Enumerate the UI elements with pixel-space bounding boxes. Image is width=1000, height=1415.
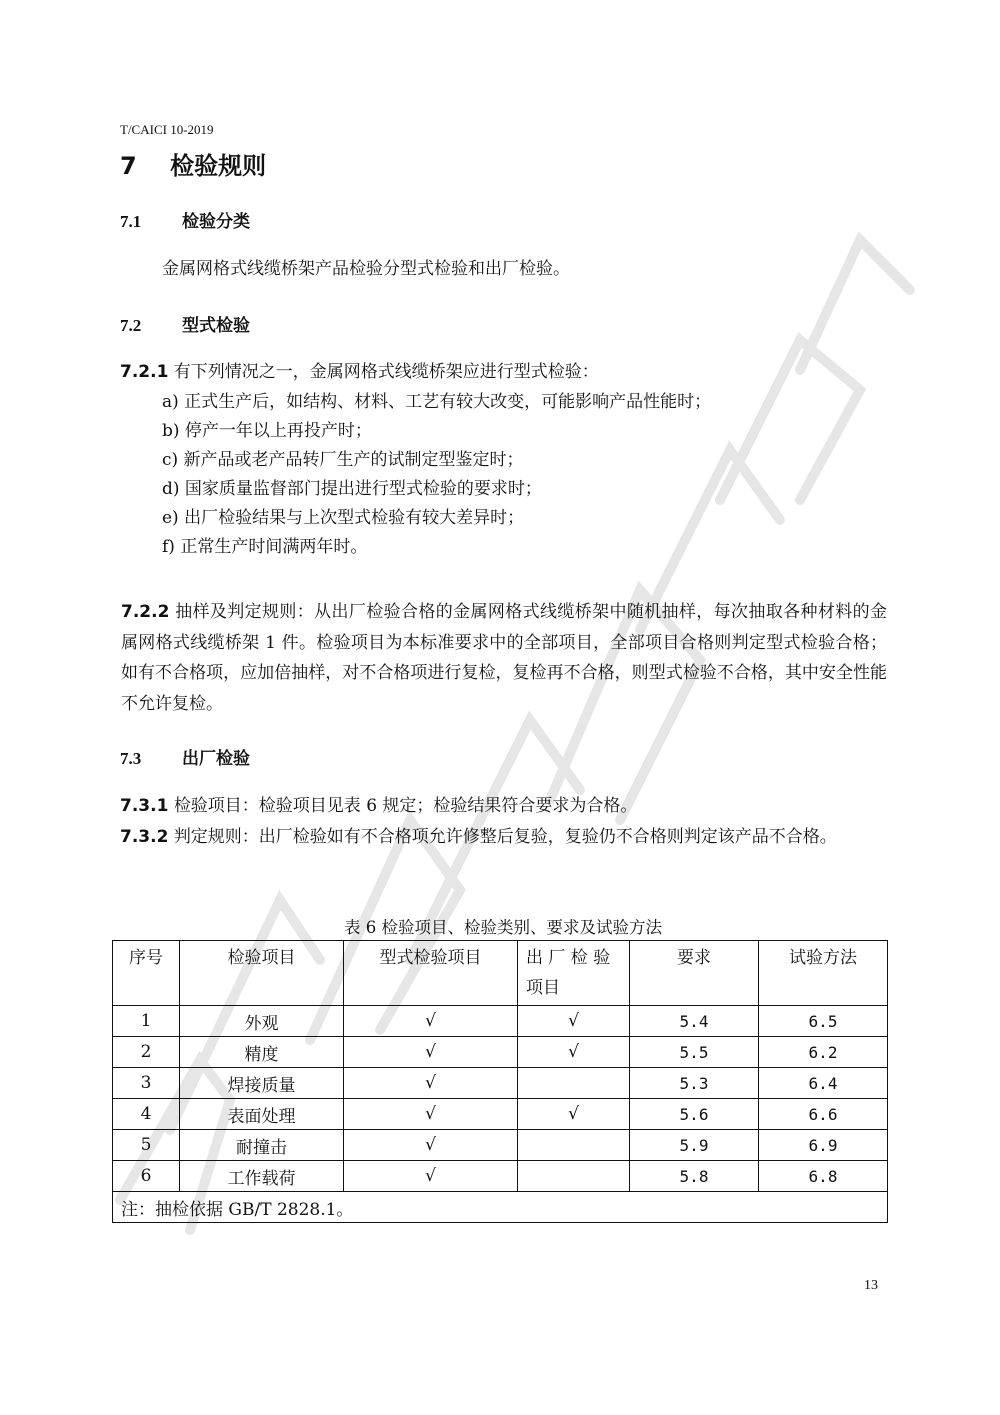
cell-item: 精度 xyxy=(180,1037,344,1068)
section-7-1-text: 金属网格式线缆桥架产品检验分型式检验和出厂检验。 xyxy=(162,259,570,279)
list-item: d) 国家质量监督部门提出进行型式检验的要求时； xyxy=(162,479,542,499)
page-number: 13 xyxy=(864,1278,878,1293)
section-number: 7 xyxy=(120,152,137,180)
section-number: 7.3 xyxy=(120,749,142,768)
cell-item: 表面处理 xyxy=(180,1099,344,1130)
cell-item: 外观 xyxy=(180,1006,344,1037)
cell-requirement: 5.8 xyxy=(630,1161,759,1192)
cell-item: 耐撞击 xyxy=(180,1130,344,1161)
standard-code: T/CAICI 10-2019 xyxy=(120,122,214,137)
list-item: c) 新产品或老产品转厂生产的试制定型鉴定时； xyxy=(162,450,524,470)
section-number: 7.1 xyxy=(120,212,142,231)
cell-requirement: 5.6 xyxy=(630,1099,759,1130)
cell-type-test: √ xyxy=(344,1037,518,1068)
cell-method: 6.6 xyxy=(759,1099,888,1130)
cell-type-test: √ xyxy=(344,1068,518,1099)
clause-number: 7.3.1 xyxy=(120,796,169,816)
cell-item: 焊接质量 xyxy=(180,1068,344,1099)
list-item: a) 正式生产后，如结构、材料、工艺有较大改变，可能影响产品性能时； xyxy=(162,392,712,412)
table-caption: 表 6 检验项目、检验类别、要求及试验方法 xyxy=(344,918,662,937)
clause-7-2-1 xyxy=(120,358,599,386)
clause-text: 抽样及判定规则：从出厂检验合格的金属网格式线缆桥架中随机抽样，每次抽取各种材料的金属网格式线缆桥架 1 件。检验项目为本标准要求中的全部项目，全部项目合格则判定型式检验合格；如有不合格项，应加倍抽样，对不合格项进行复检，复检再不合格，则型式检验不合格，其中安全性能不允许复检。 xyxy=(121,602,888,714)
cell-requirement: 5.5 xyxy=(630,1037,759,1068)
table-note: 注：抽检依据 GB/T 2828.1。 xyxy=(113,1192,888,1223)
header-cell: 要求 xyxy=(630,941,759,1006)
cell-item: 工作载荷 xyxy=(180,1161,344,1192)
cell-requirement: 5.9 xyxy=(630,1130,759,1161)
cell-type-test: √ xyxy=(344,1006,518,1037)
table-note-row xyxy=(113,1192,888,1223)
cell-index: 3 xyxy=(113,1068,180,1099)
list-item: f) 正常生产时间满两年时。 xyxy=(162,537,368,557)
header-cell: 型式检验项目 xyxy=(344,941,518,1006)
cell-method: 6.8 xyxy=(759,1161,888,1192)
cell-method: 6.9 xyxy=(759,1130,888,1161)
cell-index: 1 xyxy=(113,1006,180,1037)
table-row xyxy=(113,1099,888,1130)
list-item: e) 出厂检验结果与上次型式检验有较大差异时； xyxy=(162,508,525,528)
header-cell: 出 厂 检 验 项目 xyxy=(518,941,630,1006)
table-row xyxy=(113,1006,888,1037)
clause-number: 7.2.1 xyxy=(120,362,169,382)
section-title: 检验规则 xyxy=(170,152,267,180)
cell-factory-test xyxy=(518,1068,630,1099)
cell-index: 5 xyxy=(113,1130,180,1161)
table-row xyxy=(113,1130,888,1161)
cell-type-test: √ xyxy=(344,1099,518,1130)
cell-factory-test xyxy=(518,1130,630,1161)
table-row xyxy=(113,1068,888,1099)
clause-7-3-1 xyxy=(120,792,637,820)
cell-factory-test: √ xyxy=(518,1099,630,1130)
section-title: 出厂检验 xyxy=(182,749,250,769)
section-title: 检验分类 xyxy=(182,212,250,232)
cell-factory-test xyxy=(518,1161,630,1192)
section-7-heading xyxy=(120,146,266,181)
section-7-1-heading xyxy=(120,207,250,232)
table-header-row xyxy=(113,941,888,1006)
cell-index: 6 xyxy=(113,1161,180,1192)
clause-7-2-2 xyxy=(121,597,887,719)
table-row xyxy=(113,1161,888,1192)
clause-text: 有下列情况之一，金属网格式线缆桥架应进行型式检验： xyxy=(173,362,599,382)
cell-factory-test: √ xyxy=(518,1037,630,1068)
clause-number: 7.3.2 xyxy=(120,827,169,847)
header-cell: 试验方法 xyxy=(759,941,888,1006)
cell-requirement: 5.3 xyxy=(630,1068,759,1099)
cell-type-test: √ xyxy=(344,1161,518,1192)
cell-type-test: √ xyxy=(344,1130,518,1161)
cell-method: 6.4 xyxy=(759,1068,888,1099)
cell-index: 4 xyxy=(113,1099,180,1130)
clause-number: 7.2.2 xyxy=(121,602,170,622)
clause-7-3-2 xyxy=(120,822,886,852)
cell-requirement: 5.4 xyxy=(630,1006,759,1037)
condition-list xyxy=(162,388,711,562)
clause-text: 检验项目：检验项目见表 6 规定；检验结果符合要求为合格。 xyxy=(173,796,638,816)
clause-text: 判定规则：出厂检验如有不合格项允许修整后复验，复验仍不合格则判定该产品不合格。 xyxy=(173,827,837,847)
section-7-2-heading xyxy=(120,311,250,336)
table-row xyxy=(113,1037,888,1068)
section-title: 型式检验 xyxy=(182,316,250,336)
cell-factory-test: √ xyxy=(518,1006,630,1037)
cell-method: 6.5 xyxy=(759,1006,888,1037)
cell-index: 2 xyxy=(113,1037,180,1068)
section-7-3-heading xyxy=(120,744,250,769)
inspection-table xyxy=(112,940,888,1223)
header-cell: 检验项目 xyxy=(180,941,344,1006)
header-cell: 序号 xyxy=(113,941,180,1006)
cell-method: 6.2 xyxy=(759,1037,888,1068)
section-number: 7.2 xyxy=(120,316,142,335)
list-item: b) 停产一年以上再投产时； xyxy=(162,421,372,441)
